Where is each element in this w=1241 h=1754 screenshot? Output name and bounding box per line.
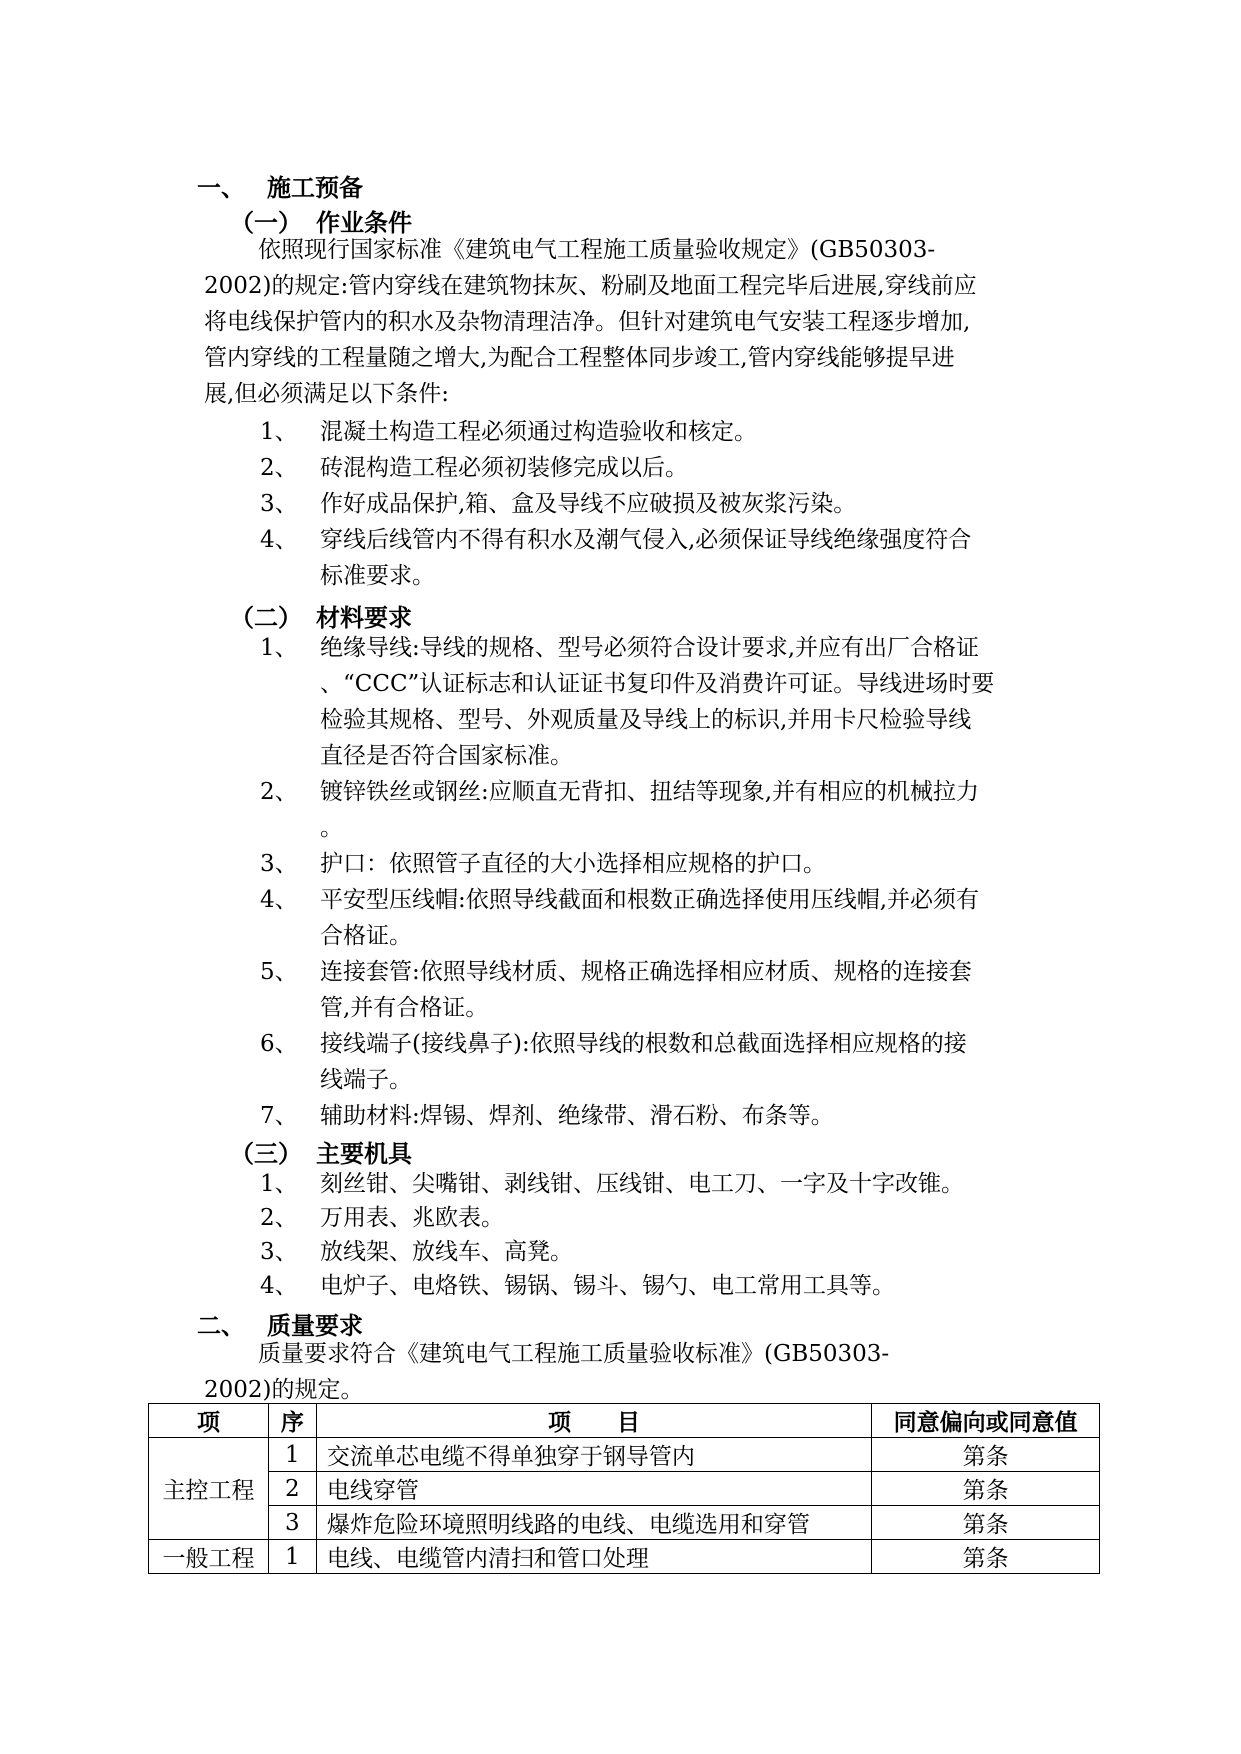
paragraph-line: 2002)的规定。 — [204, 1377, 364, 1403]
list-item — [260, 1200, 1060, 1236]
list-number: 2、 — [260, 455, 298, 481]
list-text: 穿线后线管内不得有积水及潮气侵入,必须保证导线绝缘强度符合 — [320, 527, 972, 553]
list-text: 直径是否符合国家标准。 — [320, 743, 573, 769]
subsection-number: （二） — [230, 603, 302, 632]
list-number: 1、 — [260, 419, 298, 445]
table-cell: 交流单芯电缆不得单独穿于钢导管内 — [316, 1438, 871, 1472]
list-number: 1、 — [260, 635, 298, 661]
table-row — [149, 1472, 1100, 1506]
section-title: 质量要求 — [267, 1311, 363, 1340]
paragraph-line: 2002)的规定:管内穿线在建筑物抹灰、粉刷及地面工程完毕后进展,穿线前应 — [204, 273, 977, 299]
paragraph-line: 展,但必须满足以下条件: — [204, 381, 450, 407]
list-text: 检验其规格、型号、外观质量及导线上的标识,并用卡尺检验导线 — [320, 707, 972, 733]
list-text: 万用表、兆欧表。 — [320, 1205, 504, 1231]
list-item — [260, 954, 1060, 1026]
list-text: 砖混构造工程必须初装修完成以后。 — [320, 455, 688, 481]
table-header: 同意偏向或同意值 — [872, 1404, 1100, 1438]
list-number: 2、 — [260, 1205, 298, 1231]
list-text: 放线架、放线车、高凳。 — [320, 1239, 573, 1265]
list-number: 3、 — [260, 1239, 298, 1265]
table-cell: 第条 — [872, 1472, 1100, 1506]
quality-table — [148, 1403, 1100, 1574]
paragraph-line: 依照现行国家标准《建筑电气工程施工质量验收规定》(GB50303- — [258, 237, 936, 263]
table-header: 项 — [149, 1404, 269, 1438]
list-text: 平安型压线帽:依照导线截面和根数正确选择使用压线帽,并必须有 — [320, 887, 980, 913]
table-row — [149, 1506, 1100, 1540]
list-item — [260, 882, 1060, 954]
table-header-row — [149, 1404, 1100, 1438]
table-group-cell: 主控工程 — [149, 1438, 269, 1540]
table-header: 序 — [268, 1404, 316, 1438]
list-item — [260, 1234, 1060, 1270]
section-heading-1 — [197, 168, 363, 203]
list-number: 3、 — [260, 491, 298, 517]
list-item — [260, 450, 1060, 486]
table-header: 项 目 — [316, 1404, 871, 1438]
list-number: 5、 — [260, 959, 298, 985]
list-text: 刻丝钳、尖嘴钳、剥线钳、压线钳、电工刀、一字及十字改锥。 — [320, 1171, 964, 1197]
table-cell: 3 — [268, 1506, 316, 1540]
list-number: 7、 — [260, 1103, 298, 1129]
subsection-title: 主要机具 — [316, 1139, 412, 1168]
list-number: 3、 — [260, 851, 298, 877]
list-item — [260, 486, 1060, 522]
paragraph-line: 将电线保护管内的积水及杂物清理洁净。但针对建筑电气安装工程逐步增加, — [204, 309, 971, 335]
subsection-title: 作业条件 — [316, 208, 412, 237]
list-text: 电炉子、电烙铁、锡锅、锡斗、锡勺、电工常用工具等。 — [320, 1273, 895, 1299]
list-text: 护口：依照管子直径的大小选择相应规格的护口。 — [320, 851, 826, 877]
list-text: 辅助材料:焊锡、焊剂、绝缘带、滑石粉、布条等。 — [320, 1103, 834, 1129]
paragraph-line: 质量要求符合《建筑电气工程施工质量验收标准》(GB50303- — [258, 1341, 890, 1367]
section-title: 施工预备 — [267, 173, 363, 202]
paragraph-quality — [204, 1336, 1054, 1408]
list-text: 。 — [320, 815, 343, 841]
table-cell: 1 — [268, 1438, 316, 1472]
list-text: 合格证。 — [320, 923, 412, 949]
subsection-title: 材料要求 — [316, 603, 412, 632]
subsection-heading-3 — [230, 1134, 412, 1169]
table-cell: 第条 — [872, 1506, 1100, 1540]
list-number: 2、 — [260, 779, 298, 805]
list-number: 4、 — [260, 1273, 298, 1299]
list-text: 连接套管:依照导线材质、规格正确选择相应材质、规格的连接套 — [320, 959, 972, 985]
list-text: 线端子。 — [320, 1067, 412, 1093]
table-cell: 电线穿管 — [316, 1472, 871, 1506]
subsection-number: （一） — [230, 208, 302, 237]
table-cell: 2 — [268, 1472, 316, 1506]
list-item — [260, 414, 1060, 450]
table-row — [149, 1438, 1100, 1472]
list-item — [260, 846, 1060, 882]
list-number: 4、 — [260, 527, 298, 553]
paragraph-line: 管内穿线的工程量随之增大,为配合工程整体同步竣工,管内穿线能够提早进 — [204, 345, 955, 371]
list-text: 作好成品保护,箱、盒及导线不应破损及被灰浆污染。 — [320, 491, 857, 517]
list-text: 、“CCC”认证标志和认证证书复印件及消费许可证。导线进场时要 — [320, 671, 995, 697]
list-text: 标准要求。 — [320, 563, 435, 589]
subsection-heading-2 — [230, 598, 412, 633]
table-cell: 1 — [268, 1540, 316, 1574]
section-number: 二、 — [197, 1311, 245, 1340]
list-item — [260, 1166, 1060, 1202]
list-text: 绝缘导线:导线的规格、型号必须符合设计要求,并应有出厂合格证 — [320, 635, 980, 661]
list-number: 1、 — [260, 1171, 298, 1197]
list-item — [260, 1098, 1060, 1134]
paragraph-work-conditions — [204, 232, 1054, 412]
table-cell: 爆炸危险环境照明线路的电线、电缆选用和穿管 — [316, 1506, 871, 1540]
list-item — [260, 1268, 1060, 1304]
table-cell: 第条 — [872, 1540, 1100, 1574]
section-number: 一、 — [197, 173, 245, 202]
list-number: 4、 — [260, 887, 298, 913]
list-item — [260, 522, 1060, 594]
list-number: 6、 — [260, 1031, 298, 1057]
table-group-cell: 一般工程 — [149, 1540, 269, 1574]
table-row — [149, 1540, 1100, 1574]
list-text: 混凝土构造工程必须通过构造验收和核定。 — [320, 419, 757, 445]
table-cell: 第条 — [872, 1438, 1100, 1472]
list-item — [260, 630, 1060, 774]
table-cell: 电线、电缆管内清扫和管口处理 — [316, 1540, 871, 1574]
list-item — [260, 1026, 1060, 1098]
subsection-number: （三） — [230, 1139, 302, 1168]
list-text: 镀锌铁丝或钢丝:应顺直无背扣、扭结等现象,并有相应的机械拉力 — [320, 779, 980, 805]
list-item — [260, 774, 1060, 846]
list-text: 管,并有合格证。 — [320, 995, 489, 1021]
list-text: 接线端子(接线鼻子):依照导线的根数和总截面选择相应规格的接 — [320, 1031, 967, 1057]
